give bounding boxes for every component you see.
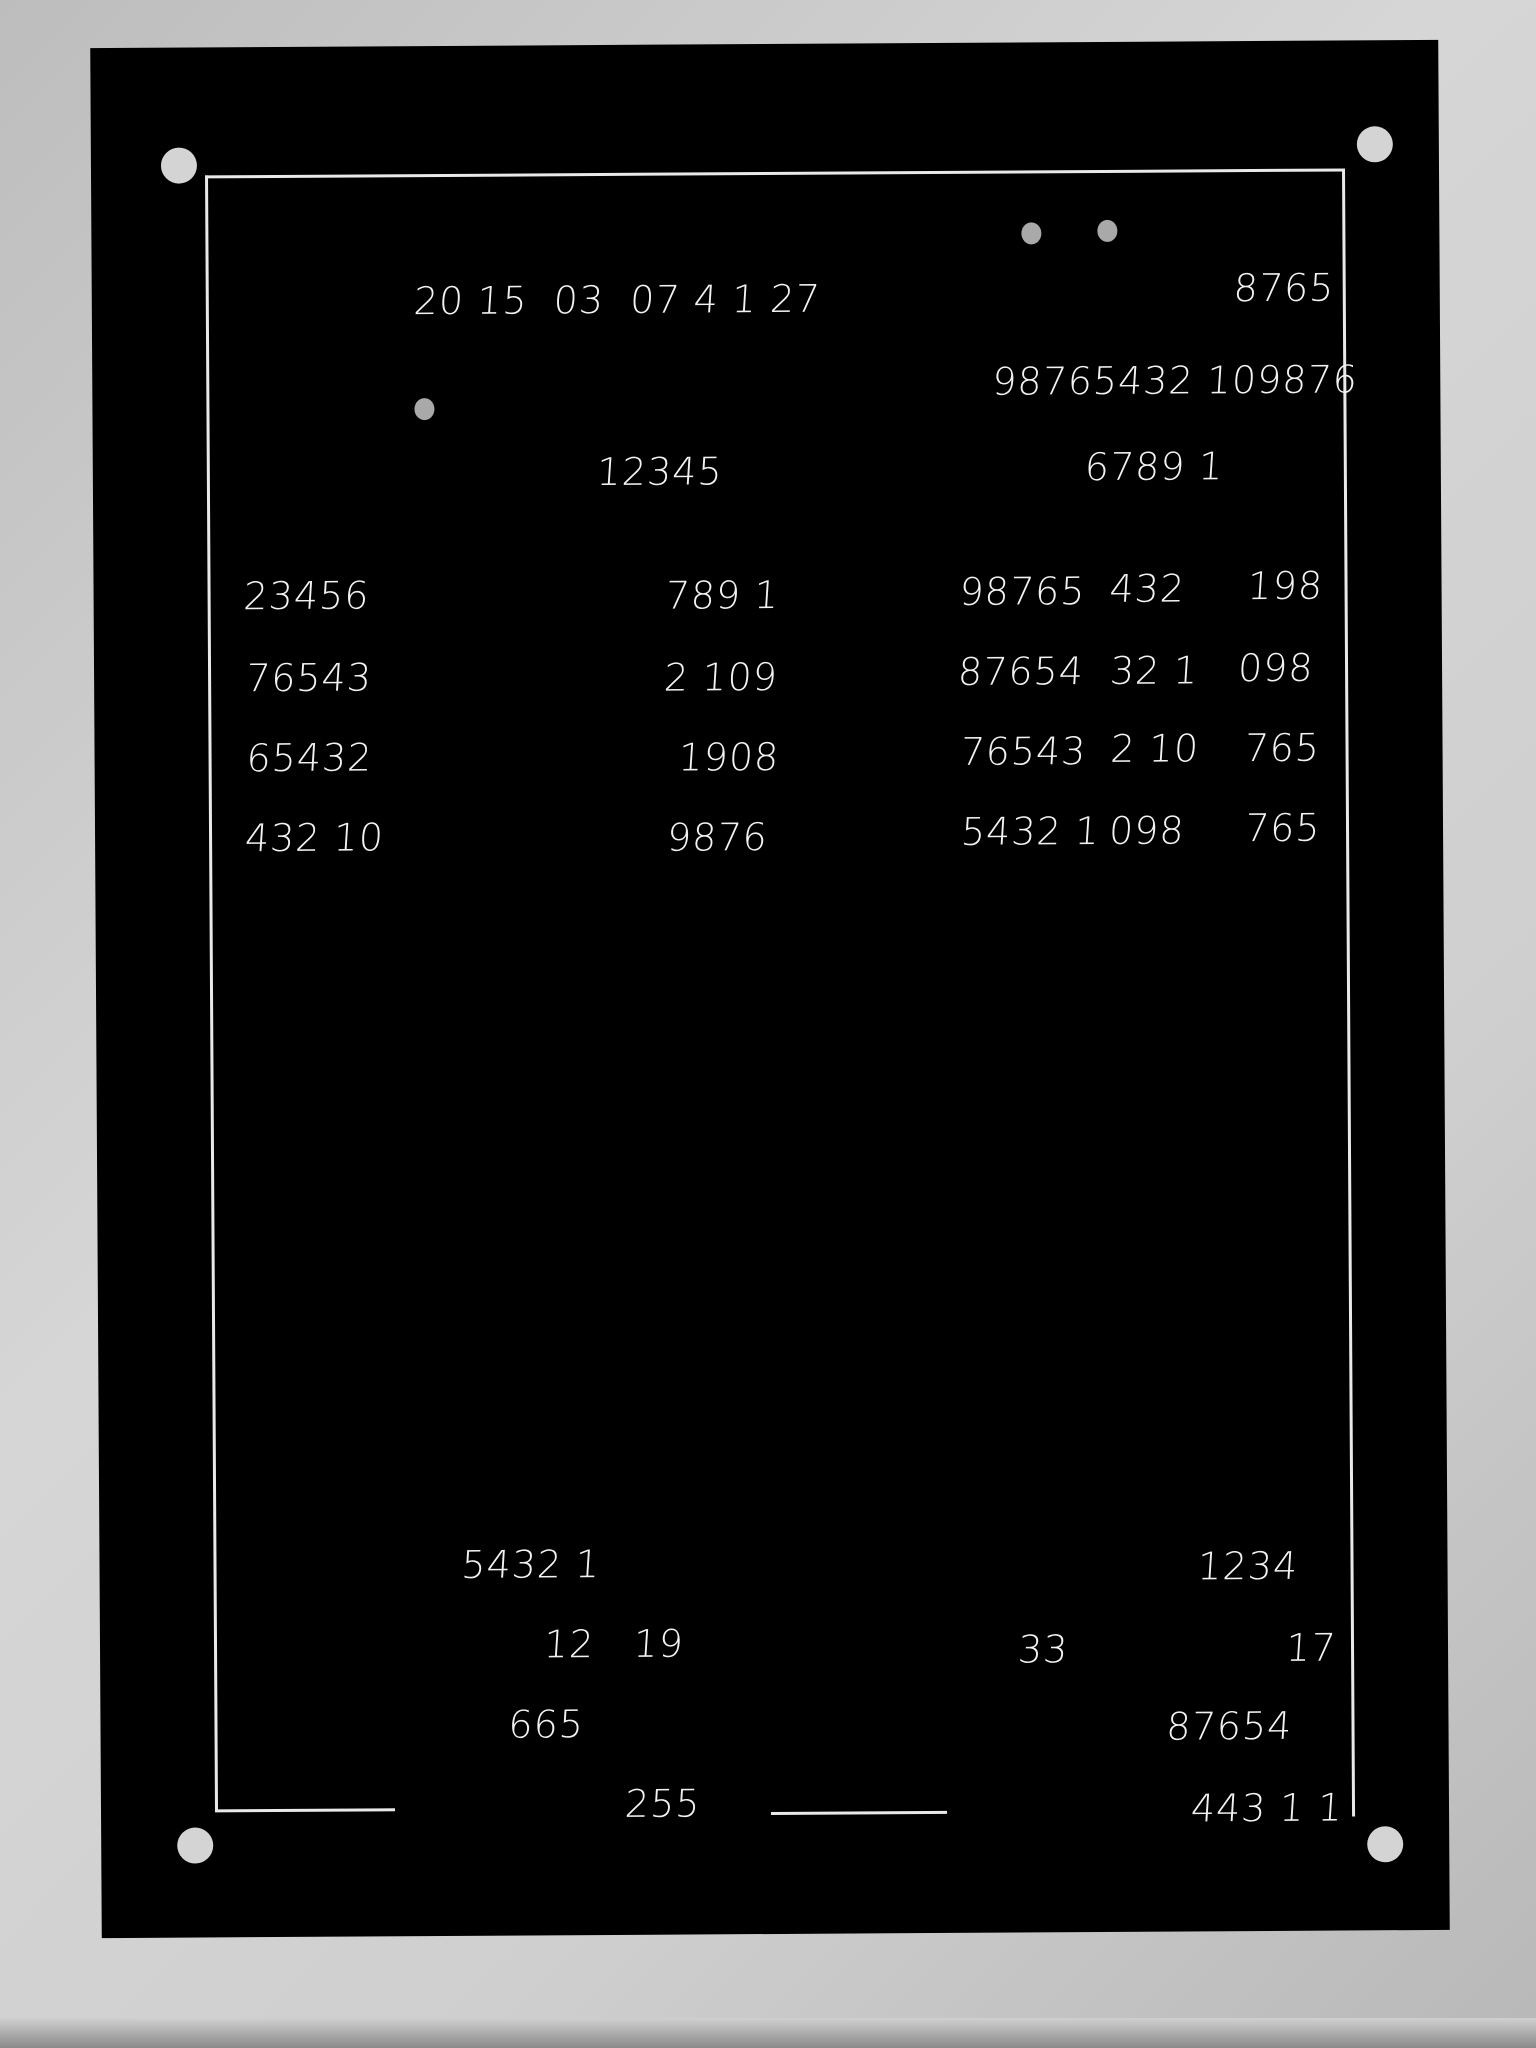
document-sheet xyxy=(90,40,1450,1938)
footer-left-code: 5432 1 xyxy=(460,1542,602,1587)
cell-col3: 87654 xyxy=(956,649,1086,694)
cell-col2: 9876 xyxy=(665,815,770,860)
cell-col1: 432 10 xyxy=(243,815,386,861)
cell-col1: 76543 xyxy=(244,655,374,701)
marker-dot xyxy=(1021,222,1041,244)
cell-col2: 789 1 xyxy=(664,572,781,618)
cell-col5: 765 xyxy=(1243,805,1322,851)
cell-col1: 65432 xyxy=(245,735,374,781)
cell-col4: 2 10 xyxy=(1109,726,1201,771)
footer-right-small: 17 xyxy=(1284,1625,1338,1670)
frame-bottom-middle-segment xyxy=(771,1811,947,1815)
cell-col4: 098 xyxy=(1107,808,1186,853)
long-id-number: 98765432 109876 xyxy=(990,357,1360,404)
left-column-header: 12345 xyxy=(595,449,725,495)
punch-hole-top-right xyxy=(1357,126,1393,162)
cell-col5: 198 xyxy=(1246,563,1325,609)
footer-mid-value: 33 xyxy=(1016,1627,1070,1672)
footer-right-value-1: 87654 xyxy=(1165,1703,1294,1749)
punch-hole-bottom-left xyxy=(177,1827,213,1863)
datetime-stamp: 20 15 03 07 4 1 27 xyxy=(412,276,822,324)
frame-left-border xyxy=(205,175,218,1811)
cell-col5: 098 xyxy=(1236,645,1315,691)
cell-col3: 76543 xyxy=(959,729,1088,774)
cell-col4: 32 1 xyxy=(1108,648,1201,693)
cell-col1: 23456 xyxy=(242,573,371,619)
cell-col5: 765 xyxy=(1243,725,1322,771)
footer-left-value-2: 255 xyxy=(623,1781,702,1826)
marker-dot xyxy=(1097,220,1117,242)
punch-hole-bottom-right xyxy=(1367,1826,1403,1862)
bottom-edge-shadow xyxy=(0,2018,1536,2048)
punch-hole-top-left xyxy=(161,147,197,183)
frame-top-border xyxy=(205,168,1345,178)
marker-dot xyxy=(414,398,434,420)
cell-col4: 432 xyxy=(1108,566,1187,611)
cell-col3: 98765 xyxy=(958,569,1087,614)
top-right-code: 8765 xyxy=(1232,265,1336,311)
footer-left-date: 12 19 xyxy=(542,1621,686,1667)
footer-left-value-1: 665 xyxy=(507,1702,586,1747)
cell-col2: 1908 xyxy=(677,734,781,780)
cell-col3: 5432 1 xyxy=(959,808,1102,854)
frame-right-border xyxy=(1342,168,1355,1816)
cell-col2: 2 109 xyxy=(662,654,780,700)
footer-right-value-2: 443 1 1 xyxy=(1189,1785,1345,1831)
right-column-header: 6789 1 xyxy=(1083,444,1226,490)
footer-right-code: 1234 xyxy=(1196,1543,1300,1589)
frame-bottom-left-segment xyxy=(215,1808,395,1812)
